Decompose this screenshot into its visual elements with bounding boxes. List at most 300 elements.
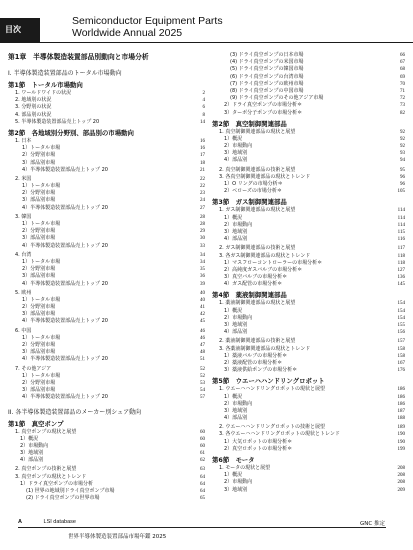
- toc-page-number: 33: [200, 243, 205, 249]
- toc-page-number: 66: [400, 53, 405, 58]
- toc-entry[interactable]: [8, 290, 205, 297]
- toc-entry[interactable]: [212, 308, 405, 315]
- toc-entry[interactable]: [212, 377, 405, 386]
- toc-page-number: 22: [200, 184, 205, 190]
- toc-entry-title: 3. 各ウエーハハンドリングロボットの現状とトレンド: [219, 431, 340, 438]
- toc-entry-title: 1）概況: [224, 135, 243, 142]
- toc-entry-title: 1）トータル市場: [22, 334, 61, 341]
- toc-page-number: 209: [397, 487, 405, 493]
- toc-page-number: 155: [397, 323, 405, 328]
- toc-page-number: 156: [397, 330, 405, 336]
- toc-page-number: 23: [200, 191, 205, 197]
- toc-entry[interactable]: [212, 81, 405, 88]
- toc-entry[interactable]: [212, 66, 405, 73]
- toc-entry-title: II. 各半導体製造装置部品のメーカー別シェア動向: [8, 408, 142, 416]
- toc-entry-title: 2. 米国: [15, 175, 32, 182]
- toc-entry-title: 1）ドライ真空ポンプの市場分析: [20, 480, 94, 487]
- toc-entry[interactable]: [212, 188, 405, 195]
- toc-entry-title: (3) ドライ真空ポンプの日本市場: [230, 52, 304, 58]
- toc-page-number: 64: [200, 489, 205, 494]
- toc-page-number: 65: [200, 496, 205, 502]
- toc-page-number: 190: [397, 432, 405, 438]
- toc-right-column: [212, 52, 405, 494]
- toc-entry-title: 2）ベローズの市場分析＊: [224, 188, 282, 195]
- toc-entry-title: 2）分野別市場: [22, 304, 56, 311]
- toc-entry-title: 7. その他アジア: [15, 365, 52, 372]
- toc-page-number: 2: [202, 91, 205, 96]
- toc-page-number: 22: [200, 176, 205, 182]
- toc-page-number: 154: [397, 301, 405, 307]
- toc-entry[interactable]: [212, 446, 405, 453]
- toc-page-number: 52: [200, 373, 205, 379]
- toc-entry-title: 3）ターボ分子ポンプの市場分析＊: [224, 109, 303, 116]
- toc-entry[interactable]: [8, 69, 205, 78]
- toc-entry-title: 2）市場動向: [224, 221, 253, 228]
- toc-page-number: 52: [200, 366, 205, 372]
- toc-entry-title: (9) ドライ真空ポンプのその他アジア市場: [230, 95, 324, 102]
- toc-entry[interactable]: [8, 420, 205, 429]
- database-label: LSI database: [43, 519, 76, 525]
- toc-entry[interactable]: [8, 457, 205, 464]
- toc-page-number: 114: [397, 208, 405, 214]
- toc-page-number: 96: [400, 174, 405, 180]
- toc-entry[interactable]: [212, 110, 405, 117]
- toc-entry-title: 1）大気ロボットの市場分析＊: [224, 438, 293, 445]
- toc-page-number: 208: [397, 480, 405, 486]
- toc-entry-title: 2）薬液配管の市場分析＊: [224, 359, 283, 366]
- toc-entry-title: 3）部品別市場: [22, 235, 56, 242]
- toc-entry[interactable]: [8, 273, 205, 280]
- toc-entry-title: 3. 分野別の状況: [15, 104, 52, 111]
- toc-entry-title: I. 半導体製造装置部品のトータル市場動向: [8, 70, 122, 77]
- toc-entry-title: 2）市場動向: [224, 143, 253, 150]
- toc-entry[interactable]: [8, 495, 205, 502]
- toc-entry[interactable]: [8, 335, 205, 342]
- toc-entry-title: 4）半導体製造装置部品売上トップ 20: [22, 204, 108, 211]
- toc-page-number: 27: [200, 205, 205, 211]
- toc-entry-title: 3）部品別市場: [22, 387, 56, 394]
- toc-entry[interactable]: [8, 104, 205, 111]
- toc-entry-title: 4）部品別: [224, 157, 248, 164]
- toc-page-number: 190: [397, 439, 405, 445]
- toc-entry[interactable]: [8, 474, 205, 481]
- toc-entry-title: 3. 各真空制御関連部品の現状とトレンド: [219, 173, 311, 180]
- toc-entry[interactable]: [8, 243, 205, 250]
- toc-page-number: 18: [200, 160, 205, 166]
- toc-entry-title: 2）高純度ガスバルブの市場分析＊: [224, 266, 303, 273]
- toc-entry-title: 3）地域別: [20, 450, 44, 457]
- toc-entry-title: 4）半導体製造装置部品売上トップ 20: [22, 242, 108, 249]
- toc-entry[interactable]: [212, 236, 405, 243]
- toc-page-number: 46: [200, 335, 205, 341]
- toc-page-number: 14: [200, 119, 205, 125]
- toc-entry[interactable]: [212, 207, 405, 214]
- report-title-line1: Semiconductor Equipment Parts: [72, 15, 223, 27]
- toc-entry-title: 1）トータル市場: [22, 145, 61, 152]
- toc-page-number: 64: [200, 481, 205, 487]
- toc-page-number: 63: [200, 467, 205, 473]
- toc-page-number: 127: [397, 267, 405, 273]
- toc-page-number: 92: [400, 136, 405, 142]
- toc-page-number: 21: [200, 167, 205, 173]
- toc-entry-title: 4. 部品別の状況: [15, 111, 52, 118]
- toc-page-number: 69: [400, 74, 405, 80]
- toc-entry-title: 4）半導体製造装置部品売上トップ 20: [22, 318, 108, 325]
- toc-page-number: 68: [400, 67, 405, 73]
- toc-entry[interactable]: [212, 338, 405, 345]
- toc-entry[interactable]: [212, 267, 405, 274]
- toc-entry-title: 3）部品別市場: [22, 159, 56, 166]
- toc-entry[interactable]: [8, 394, 205, 401]
- toc-entry[interactable]: [212, 386, 405, 393]
- toc-entry-title: 1. モータの現状と展望: [219, 465, 271, 471]
- toc-entry-title: (4) ドライ真空ポンプの米国市場: [230, 59, 304, 66]
- toc-entry-title: 2）分野別市場: [22, 228, 56, 235]
- toc-page-number: 118: [397, 253, 405, 259]
- toc-entry[interactable]: [212, 167, 405, 174]
- toc-page-number: 199: [397, 446, 405, 452]
- toc-entry[interactable]: [212, 174, 405, 181]
- toc-entry-title: 3）薬液供給ポンプの市場分析＊: [224, 367, 298, 374]
- publication-title: 世界半導体製造装置部品市場年鑑 2025: [68, 534, 167, 540]
- toc-entry-title: 1）概況: [224, 472, 243, 479]
- toc-page-number: 157: [397, 339, 405, 345]
- toc-entry-title: 1. 日本: [15, 137, 32, 144]
- toc-entry[interactable]: [212, 394, 405, 401]
- toc-entry-title: 1）概況: [224, 307, 243, 314]
- toc-page-number: 48: [200, 350, 205, 356]
- toc-entry[interactable]: [212, 408, 405, 415]
- toc-entry-title: 4）部品別: [224, 415, 248, 422]
- toc-entry[interactable]: [8, 297, 205, 304]
- header-bar: [0, 0, 413, 43]
- toc-entry-title: 3. 韓国: [15, 213, 32, 220]
- toc-page-number: 41: [200, 305, 205, 311]
- toc-page-number: 93: [400, 151, 405, 157]
- toc-entry-title: 第6節 モータ: [212, 456, 255, 464]
- toc-entry[interactable]: [212, 215, 405, 222]
- toc-page-number: 71: [400, 88, 405, 94]
- toc-entry-title: 3）部品別市場: [22, 197, 56, 204]
- toc-entry[interactable]: [8, 443, 205, 450]
- toc-entry-title: 第5節 ウエーハハンドリングロボット: [212, 377, 325, 386]
- toc-entry-title: 3. 各薬液制御関連部品の現状とトレンド: [219, 345, 311, 352]
- toc-page-number: 57: [200, 395, 205, 401]
- toc-entry[interactable]: [8, 356, 205, 363]
- toc-entry-title: 2）分野別市場: [22, 152, 56, 159]
- toc-entry-title: 2. ウエーハハンドリングロボットの技術と展望: [219, 424, 326, 431]
- toc-page-number: 186: [397, 394, 405, 400]
- toc-entry-title: 3）地域別: [224, 407, 248, 414]
- toc-page-number: 158: [397, 353, 405, 359]
- toc-entry-title: 2）市場動向: [224, 400, 253, 407]
- footer-divider: [18, 527, 386, 528]
- toc-entry[interactable]: [8, 366, 205, 373]
- toc-entry-title: 1）トータル市場: [22, 183, 61, 190]
- toc-page-number: 167: [397, 360, 405, 366]
- toc-page-number: 16: [200, 138, 205, 144]
- toc-entry[interactable]: [212, 479, 405, 486]
- estimate-note: GNC 推定: [360, 521, 385, 527]
- footer-left: [18, 519, 76, 525]
- toc-entry-title: 第3節 ガス制御関連部品: [212, 198, 287, 207]
- toc-entry[interactable]: [8, 52, 205, 63]
- toc-entry[interactable]: [212, 367, 405, 374]
- page-letter: A: [18, 519, 22, 525]
- toc-entry[interactable]: [8, 176, 205, 183]
- toc-entry-title: 2. 地域別の状況: [15, 97, 52, 104]
- toc-entry-title: 1）トータル市場: [22, 372, 61, 379]
- toc-entry[interactable]: [212, 129, 405, 136]
- toc-entry[interactable]: [8, 205, 205, 212]
- toc-page-number: 154: [397, 308, 405, 314]
- toc-page-number: 36: [200, 274, 205, 280]
- toc-entry-title: 3）部品別市場: [22, 349, 56, 356]
- toc-entry-title: 2. ガス制御関連部品の技術と展望: [219, 245, 296, 252]
- toc-entry-title: 1. ワールドワイドの状況: [15, 90, 72, 96]
- toc-page-number: 8: [202, 112, 205, 118]
- toc-entry[interactable]: [8, 214, 205, 221]
- toc-entry-title: 2）真空ロボットの市場分析＊: [224, 445, 293, 452]
- toc-entry-title: (8) ドライ真空ポンプの中国市場: [230, 87, 304, 94]
- toc-entry-title: 第1節 トータル市場動向: [8, 81, 83, 89]
- toc-page-number: 115: [397, 229, 405, 235]
- toc-page-number: 17: [200, 153, 205, 159]
- toc-page-number: 67: [400, 60, 405, 66]
- toc-entry-title: 3）部品別市場: [22, 273, 56, 280]
- toc-entry-title: 2）分野別市場: [22, 266, 56, 273]
- toc-entry-title: 2）分野別市場: [22, 342, 56, 348]
- toc-entry-title: 1. 真空制御関連部品の現状と展望: [219, 128, 296, 135]
- toc-entry-title: 2）市場動向: [224, 479, 253, 486]
- toc-page-number: 40: [200, 290, 205, 296]
- toc-entry[interactable]: [8, 466, 205, 473]
- toc-entry-title: 4）部品別: [224, 329, 248, 336]
- toc-page-number: 208: [397, 466, 405, 471]
- toc-page-number: 42: [200, 312, 205, 318]
- toc-entry-title: 3）地域別: [224, 228, 248, 235]
- toc-entry-title: 2）市場動向: [224, 314, 253, 321]
- toc-entry-title: 第2節 各地域別分野別、部品別の市場動向: [8, 128, 134, 137]
- toc-page-number: 158: [397, 346, 405, 352]
- toc-page-number: 29: [200, 229, 205, 235]
- toc-entry[interactable]: [8, 328, 205, 335]
- toc-page-number: 92: [400, 144, 405, 150]
- toc-entry-title: 第1節 真空ポンプ: [8, 419, 64, 428]
- toc-entry-title: 2）ドライ真空ポンプの市場分析＊: [224, 102, 303, 109]
- toc-tab: 目次: [0, 18, 40, 42]
- toc-entry-title: 第1章 半導体製造装置部品別動向と市場分析: [8, 53, 149, 61]
- toc-entry-title: 1）マスフローコントローラーの市場分析＊: [224, 259, 323, 266]
- toc-entry-title: 5. 欧州: [15, 289, 32, 296]
- toc-entry[interactable]: [8, 167, 205, 174]
- toc-entry[interactable]: [212, 120, 405, 129]
- toc-page-number: 208: [397, 473, 405, 479]
- toc-entry-title: 2）分野別市場: [22, 190, 56, 197]
- toc-page-number: 95: [400, 167, 405, 173]
- toc-page-number: 72: [400, 96, 405, 102]
- toc-page-number: 46: [200, 328, 205, 334]
- toc-entry[interactable]: [8, 81, 205, 90]
- toc-entry[interactable]: [8, 197, 205, 204]
- toc-page-number: 51: [200, 357, 205, 363]
- toc-entry-title: 3）地域別: [224, 150, 248, 157]
- toc-entry[interactable]: [212, 300, 405, 307]
- toc-page-number: 64: [200, 474, 205, 480]
- toc-entry-title: 4）部品別: [20, 457, 44, 464]
- toc-entry[interactable]: [8, 318, 205, 325]
- toc-page-number: 92: [400, 129, 405, 135]
- toc-page-number: 154: [397, 315, 405, 321]
- toc-entry[interactable]: [8, 408, 205, 417]
- toc-entry-title: 2）分野別市場: [22, 379, 56, 386]
- toc-entry-title: 1. 真空ポンプの現状と展望: [15, 428, 77, 435]
- toc-entry[interactable]: [212, 346, 405, 353]
- toc-entry-title: 1）トータル市場: [22, 258, 61, 265]
- toc-entry[interactable]: [212, 253, 405, 260]
- toc-page-number: 47: [200, 343, 205, 348]
- toc-page-number: 186: [397, 387, 405, 393]
- toc-page-number: 82: [400, 110, 405, 116]
- toc-entry-title: 4）半導体製造装置部品売上トップ 20: [22, 356, 108, 363]
- toc-entry-title: 1. ウエーハハンドリングロボットの現状と展望: [219, 386, 326, 393]
- toc-entry-title: (1) 世界の地域別ドライ真空ポンプ市場: [26, 488, 115, 494]
- toc-page-number: 114: [397, 215, 405, 221]
- toc-entry[interactable]: [8, 436, 205, 443]
- toc-page-number: 53: [200, 380, 205, 386]
- toc-page-number: 54: [200, 388, 205, 394]
- toc-entry[interactable]: [212, 431, 405, 438]
- toc-page-number: 40: [200, 297, 205, 303]
- toc-page-number: 62: [200, 458, 205, 464]
- toc-entry[interactable]: [8, 481, 205, 488]
- toc-page-number: 70: [400, 81, 405, 87]
- toc-entry[interactable]: [212, 157, 405, 164]
- toc-entry[interactable]: [8, 129, 205, 138]
- toc-entry-title: 6. 中国: [15, 327, 32, 334]
- toc-page-number: 118: [397, 260, 405, 266]
- toc-entry[interactable]: [8, 160, 205, 167]
- toc-entry-title: 1）概況: [224, 214, 243, 221]
- toc-entry-title: 3. 各ガス制御関連部品の現状とトレンド: [219, 252, 311, 259]
- toc-entry[interactable]: [8, 281, 205, 288]
- toc-page-number: 28: [200, 214, 205, 220]
- toc-entry[interactable]: [212, 136, 405, 143]
- toc-entry-title: (2) ドライ真空ポンプの世界市場: [26, 495, 100, 502]
- toc-entry[interactable]: [212, 456, 405, 465]
- toc-entry-title: 4）部品別: [224, 236, 248, 243]
- toc-entry[interactable]: [212, 353, 405, 360]
- toc-entry-title: 2）市場動向: [20, 442, 49, 449]
- toc-left-column: [8, 52, 205, 502]
- toc-page-number: 116: [397, 237, 405, 243]
- toc-entry[interactable]: [8, 112, 205, 119]
- toc-entry-title: 3）地域別: [224, 486, 248, 493]
- toc-page-number: 60: [200, 443, 205, 449]
- toc-page-number: 145: [397, 282, 405, 288]
- toc-entry[interactable]: [212, 329, 405, 336]
- toc-entry[interactable]: [212, 222, 405, 229]
- toc-page-number: 94: [400, 158, 405, 164]
- toc-page-number: 73: [400, 103, 405, 109]
- report-title-line2: Worldwide Annual 2025: [72, 27, 183, 39]
- toc-entry[interactable]: [212, 439, 405, 446]
- toc-page-number: 60: [200, 436, 205, 442]
- toc-page-number: 60: [200, 429, 205, 435]
- toc-entry[interactable]: [212, 487, 405, 494]
- toc-entry-title: 2. 真空制御関連部品の技術と展望: [219, 166, 296, 173]
- toc-entry[interactable]: [8, 152, 205, 159]
- toc-page-number: 61: [200, 451, 205, 457]
- toc-entry[interactable]: [212, 102, 405, 109]
- toc-page-number: 30: [200, 236, 205, 242]
- toc-page-number: 188: [397, 416, 405, 422]
- toc-entry-title: 1. ガス制御関連部品の現状と展望: [219, 207, 296, 214]
- toc-page-number: 105: [397, 189, 405, 195]
- toc-page-number: 34: [200, 259, 205, 265]
- toc-entry[interactable]: [212, 245, 405, 252]
- toc-entry-title: 1）トータル市場: [22, 296, 61, 303]
- toc-entry-title: 2. 薬液制御関連部品の技術と展望: [219, 338, 296, 345]
- toc-entry-title: 3）地域別: [224, 322, 248, 328]
- toc-entry-title: 1）薬液バルブの市場分析＊: [224, 352, 288, 359]
- toc-entry-title: 3）部品別市場: [22, 311, 56, 318]
- toc-page-number: 114: [397, 222, 405, 228]
- toc-entry[interactable]: [212, 74, 405, 81]
- toc-entry[interactable]: [212, 401, 405, 408]
- toc-entry-title: 4）半導体製造装置部品売上トップ 20: [22, 166, 108, 173]
- toc-entry[interactable]: [8, 373, 205, 380]
- toc-page-number: 16: [200, 146, 205, 152]
- toc-entry[interactable]: [212, 260, 405, 267]
- toc-entry[interactable]: [212, 315, 405, 322]
- toc-page-number: 4: [202, 98, 205, 104]
- toc-page-number: 117: [397, 246, 405, 252]
- toc-entry-title: (5) ドライ真空ポンプの韓国市場: [230, 66, 304, 73]
- toc-entry-title: 3）真空バルブの市場分析＊: [224, 274, 288, 281]
- toc-entry-title: 3. 真空ポンプの現状とトレンド: [15, 473, 87, 480]
- toc-entry-title: 5. 半導体製造装置部品売上トップ 20: [15, 118, 100, 125]
- toc-entry[interactable]: [8, 429, 205, 436]
- toc-entry[interactable]: [212, 415, 405, 422]
- toc-entry-title: 4）半導体製造装置部品売上トップ 20: [22, 280, 108, 287]
- toc-entry-title: 4. 台湾: [15, 251, 32, 258]
- toc-page-number: 45: [200, 319, 205, 325]
- toc-page-number: 186: [397, 401, 405, 407]
- toc-entry[interactable]: [212, 281, 405, 288]
- toc-entry-title: 1）トータル市場: [22, 221, 61, 227]
- toc-entry-title: 1）概況: [20, 435, 39, 442]
- toc-page-number: 39: [200, 281, 205, 287]
- toc-page-number: 34: [200, 252, 205, 258]
- toc-page-number: 28: [200, 222, 205, 227]
- toc-page-number: 96: [400, 182, 405, 187]
- toc-entry-title: 4）半導体製造装置部品売上トップ 20: [22, 394, 108, 401]
- toc-entry-title: (7) ドライ真空ポンプの欧州市場: [230, 80, 304, 87]
- toc-page-number: 6: [202, 105, 205, 111]
- toc-page-number: 24: [200, 198, 205, 204]
- toc-entry-title: (6) ドライ真空ポンプの台湾市場: [230, 73, 304, 80]
- toc-entry[interactable]: [8, 119, 205, 126]
- toc-entry[interactable]: [8, 235, 205, 242]
- toc-entry-title: 第2節 真空制御関連部品: [212, 119, 287, 128]
- toc-entry[interactable]: [8, 252, 205, 259]
- toc-entry-title: 1）概況: [224, 393, 243, 400]
- toc-page-number: 176: [397, 368, 405, 374]
- toc-page-number: 35: [200, 267, 205, 273]
- toc-page-number: 189: [397, 425, 405, 431]
- toc-page-number: 136: [397, 275, 405, 281]
